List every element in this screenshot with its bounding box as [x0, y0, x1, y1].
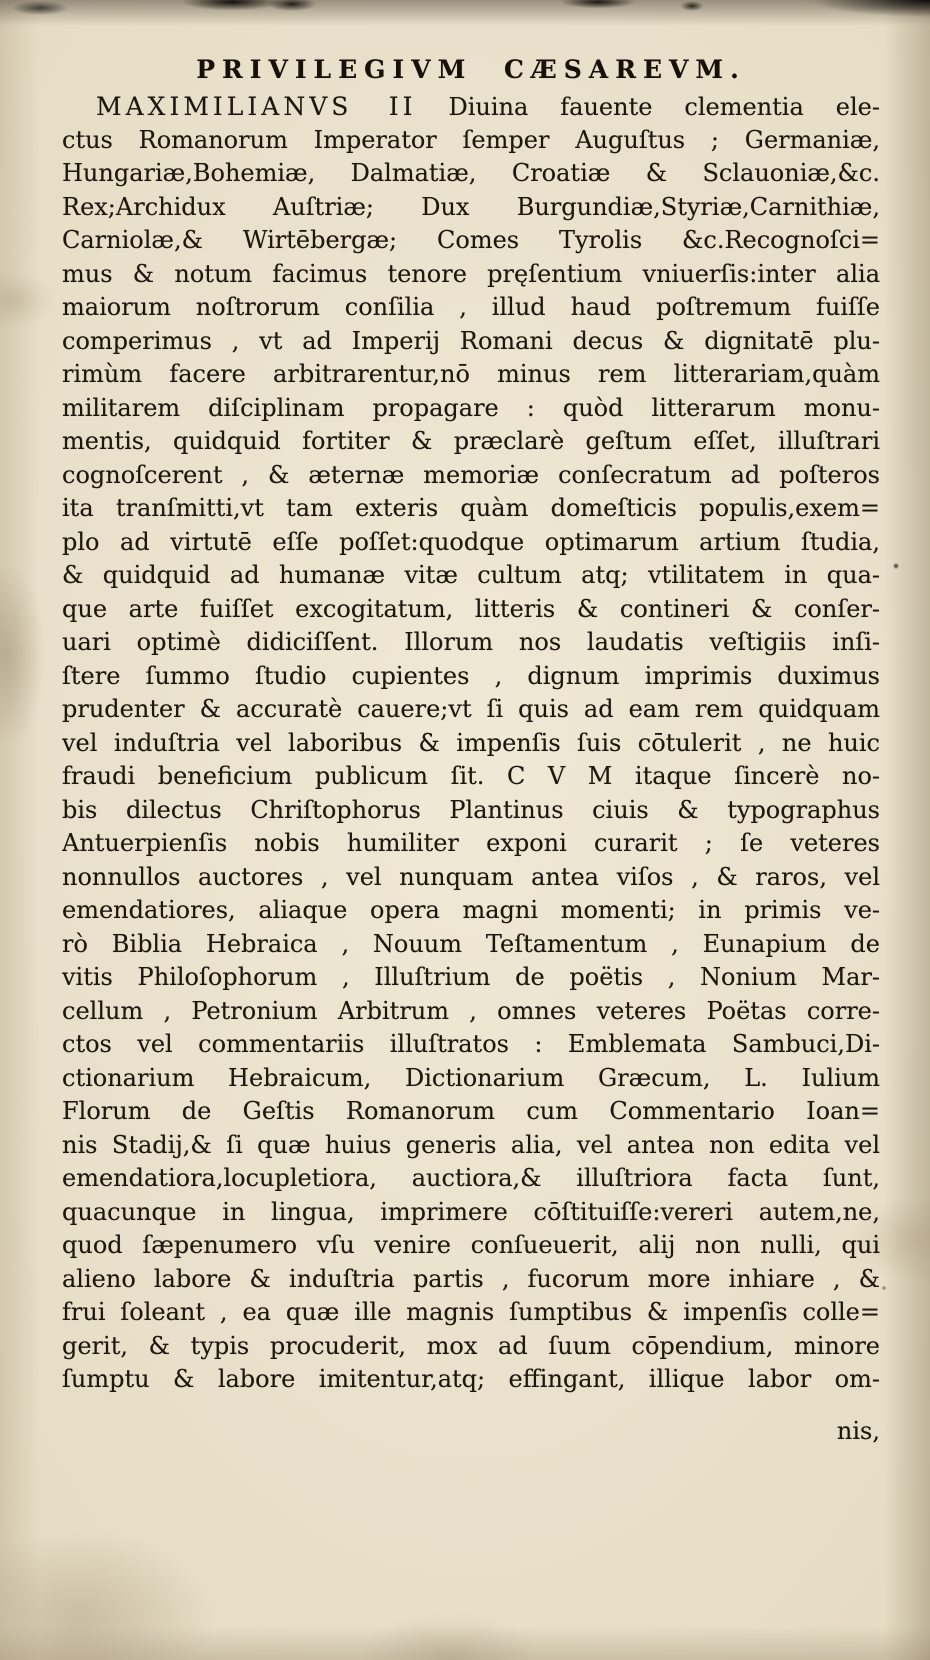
- page-title: PRIVILEGIVM CÆSAREVM.: [196, 55, 746, 84]
- text-line: mentis, quidquid fortiter & præclarè geſtum eſſet, illuſtrari: [62, 427, 880, 455]
- text-line: gerit, & typis procuderit, mox ad ſuum cōpendium, minore: [62, 1331, 880, 1360]
- opening-rest: Diuina fauente clementia ele-: [448, 93, 880, 121]
- text-line: ctos vel commentariis illuſtratos : Emblemata Sambuci,Di-: [62, 1030, 880, 1058]
- text-block: [62, 50, 880, 1448]
- text-line: comperimus , vt ad Imperij Romani decus & dignitatē plu-: [62, 326, 880, 355]
- text-line: Hungariæ,Bohemiæ, Dalmatiæ, Croatiæ & Sclauoniæ,&c.: [62, 159, 880, 187]
- text-line: rò Biblia Hebraica , Nouum Teſtamentum , Eunapium de: [62, 929, 880, 958]
- text-line: mus & notum facimus tenore pręſentium vniuerſis:inter alia: [62, 259, 880, 288]
- text-line: ita tranſmitti,vt tam exteris quàm domeſticis populis,exem=: [62, 494, 880, 522]
- text-line: uari optimè didiciſſent. Illorum nos laudatis veſtigiis inſi-: [62, 628, 880, 656]
- text-line: quod ſæpenumero vſu venire conſueuerit, alij non nulli, qui: [62, 1231, 880, 1259]
- opening-spaced-caps: MAXIMILIANVS II: [96, 92, 417, 121]
- catchword: nis,: [836, 1416, 880, 1445]
- text-line: maiorum noſtrorum conſilia , illud haud poſtremum fuiſſe: [62, 293, 880, 321]
- text-line: emendatiora,locupletiora, auctiora,& illuſtriora facta ſunt,: [62, 1164, 880, 1192]
- text-line: militarem diſciplinam propagare : quòd litterarum monu-: [62, 393, 880, 422]
- text-line: vel induſtria vel laboribus & impenſis ſuis cōtulerit , ne huic: [62, 728, 880, 757]
- text-line: ctus Romanorum Imperator ſemper Auguſtus ; Germaniæ,: [62, 125, 880, 154]
- text-line: Carniolæ,& Wirtēbergæ; Comes Tyrolis &c.Recognoſci=: [62, 226, 880, 254]
- text-line: ſtere ſummo ſtudio cupientes , dignum imprimis duximus: [62, 661, 880, 690]
- text-line: frui ſoleant , ea quæ ille magnis ſumptibus & impenſis colle=: [62, 1298, 880, 1326]
- text-line: fraudi beneficium publicum ſit. C V M itaque ſincerè no-: [62, 762, 880, 790]
- text-line: Rex;Archidux Auſtriæ; Dux Burgundiæ,Styriæ,Carnithiæ,: [62, 192, 880, 221]
- text-line: nonnullos auctores , vel nunquam antea viſos , & raros, vel: [62, 862, 880, 891]
- text-line: cognoſcerent , & æternæ memoriæ conſecratum ad poſteros: [62, 460, 880, 489]
- text-line: nis Stadij,& ſi quæ huius generis alia, vel antea non edita vel: [62, 1130, 880, 1159]
- text-line: emendatiores, aliaque opera magni momenti; in primis ve-: [62, 896, 880, 924]
- text-line: ctionarium Hebraicum, Dictionarium Græcum, L. Iulium: [62, 1063, 880, 1092]
- body-lines: [62, 124, 880, 1397]
- text-line: Antuerpienſis nobis humiliter exponi curarit ; ſe veteres: [62, 829, 880, 857]
- text-line: quacunque in lingua, imprimere cōſtituiſſe:vereri autem,ne,: [62, 1197, 880, 1226]
- text-line: Florum de Geſtis Romanorum cum Commentario Ioan=: [62, 1097, 880, 1125]
- text-line: alieno labore & induſtria partis , fucorum more inhiare , &: [62, 1264, 880, 1293]
- text-line: vitis Philoſophorum , Illuſtrium de poëtis , Nonium Mar-: [62, 963, 880, 991]
- text-line: plo ad virtutē eſſe poſſet:quodque optimarum artium ſtudia,: [62, 527, 880, 556]
- text-line: bis dilectus Chriſtophorus Plantinus ciuis & typographus: [62, 795, 880, 824]
- text-line: que arte fuiſſet excogitatum, litteris & contineri & conſer-: [62, 594, 880, 623]
- text-line: rimùm facere arbitrarentur,nō minus rem litterariam,quàm: [62, 360, 880, 388]
- text-line: cellum , Petronium Arbitrum , omnes veteres Poëtas corre-: [62, 996, 880, 1025]
- opening-line: [62, 90, 880, 124]
- text-line: & quidquid ad humanæ vitæ cultum atq; vtilitatem in qua-: [62, 561, 880, 589]
- text-line: ſumptu & labore imitentur,atq; effingant, illique labor om-: [62, 1365, 880, 1393]
- text-line: prudenter & accuratè cauere;vt ſi quis ad eam rem quidquam: [62, 695, 880, 723]
